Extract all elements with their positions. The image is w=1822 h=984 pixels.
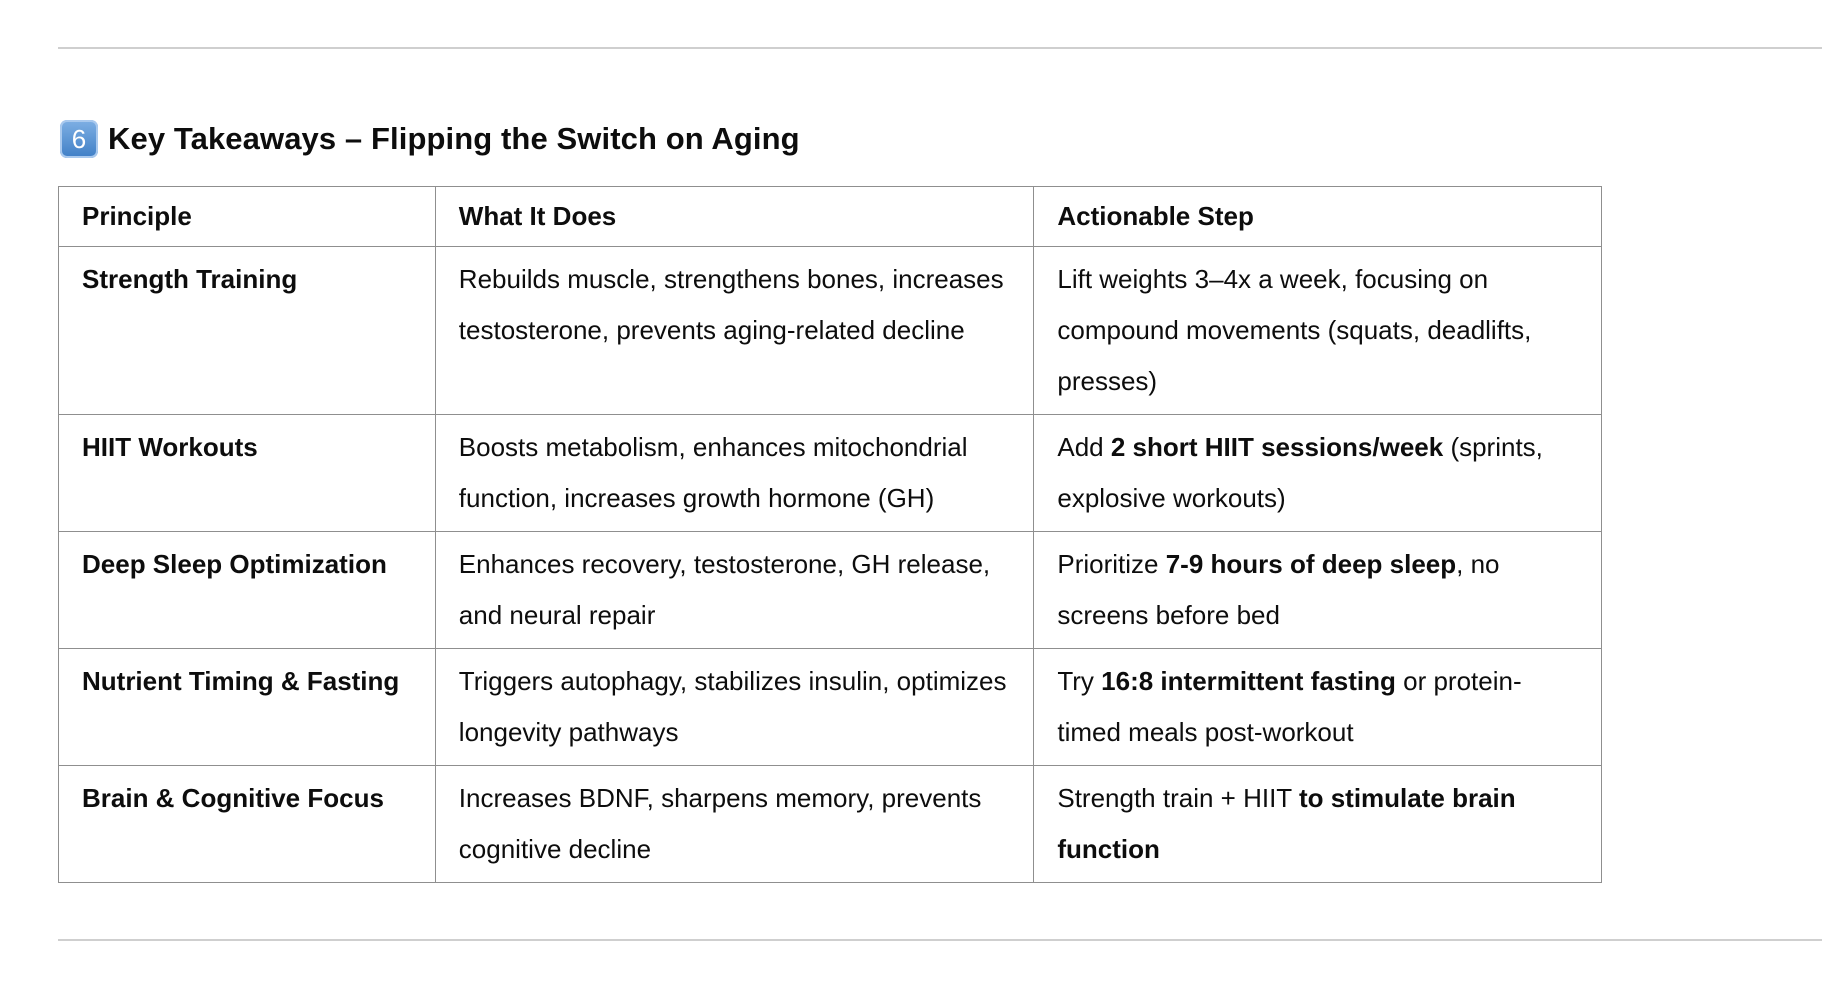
what-it-does-cell: Triggers autophagy, stabilizes insulin, optimizes longevity pathways xyxy=(435,649,1034,766)
table-row xyxy=(59,532,1602,649)
principle-cell: Deep Sleep Optimization xyxy=(59,532,436,649)
top-divider xyxy=(58,47,1822,49)
what-it-does-cell: Boosts metabolism, enhances mitochondrial function, increases growth hormone (GH) xyxy=(435,415,1034,532)
actionable-step-cell xyxy=(1034,649,1602,766)
bottom-divider xyxy=(58,939,1822,941)
section-heading xyxy=(60,120,800,158)
step-emphasis: 2 short HIIT sessions/week xyxy=(1110,432,1444,462)
step-text: Strength train + HIIT xyxy=(1057,783,1299,813)
table-header-row xyxy=(59,187,1602,247)
actionable-step-cell xyxy=(1034,766,1602,883)
step-emphasis: to stimulate brain function xyxy=(1057,783,1516,864)
step-emphasis: 7-9 hours of deep sleep xyxy=(1165,549,1457,579)
takeaways-table xyxy=(58,186,1602,883)
what-it-does-cell: Rebuilds muscle, strengthens bones, increases testosterone, prevents aging-related decline xyxy=(435,247,1034,415)
step-text: Try xyxy=(1057,666,1102,696)
keycap-six-icon: 6 xyxy=(60,120,98,158)
step-text: Lift weights 3–4x a week, focusing on compound movements (squats, deadlifts, presses) xyxy=(1057,264,1532,396)
column-header-actionable-step: Actionable Step xyxy=(1034,187,1602,247)
step-text: Add xyxy=(1057,432,1111,462)
actionable-step-cell xyxy=(1034,532,1602,649)
step-text-tail: or protein-timed meals post-workout xyxy=(1057,666,1522,747)
table-row xyxy=(59,247,1602,415)
step-emphasis: 16:8 intermittent fasting xyxy=(1101,666,1396,696)
actionable-step-cell xyxy=(1034,247,1602,415)
step-text: Prioritize xyxy=(1057,549,1166,579)
actionable-step-cell xyxy=(1034,415,1602,532)
table-row xyxy=(59,649,1602,766)
principle-cell: Brain & Cognitive Focus xyxy=(59,766,436,883)
table-row xyxy=(59,415,1602,532)
column-header-what-it-does: What It Does xyxy=(435,187,1034,247)
column-header-principle: Principle xyxy=(59,187,436,247)
step-text-tail: , no screens before bed xyxy=(1057,549,1500,630)
what-it-does-cell: Enhances recovery, testosterone, GH release, and neural repair xyxy=(435,532,1034,649)
principle-cell: Nutrient Timing & Fasting xyxy=(59,649,436,766)
principle-cell: HIIT Workouts xyxy=(59,415,436,532)
section-title: Key Takeaways – Flipping the Switch on Aging xyxy=(108,121,800,156)
table-row xyxy=(59,766,1602,883)
step-text-tail: (sprints, explosive workouts) xyxy=(1057,432,1543,513)
principle-cell: Strength Training xyxy=(59,247,436,415)
what-it-does-cell: Increases BDNF, sharpens memory, prevents cognitive decline xyxy=(435,766,1034,883)
